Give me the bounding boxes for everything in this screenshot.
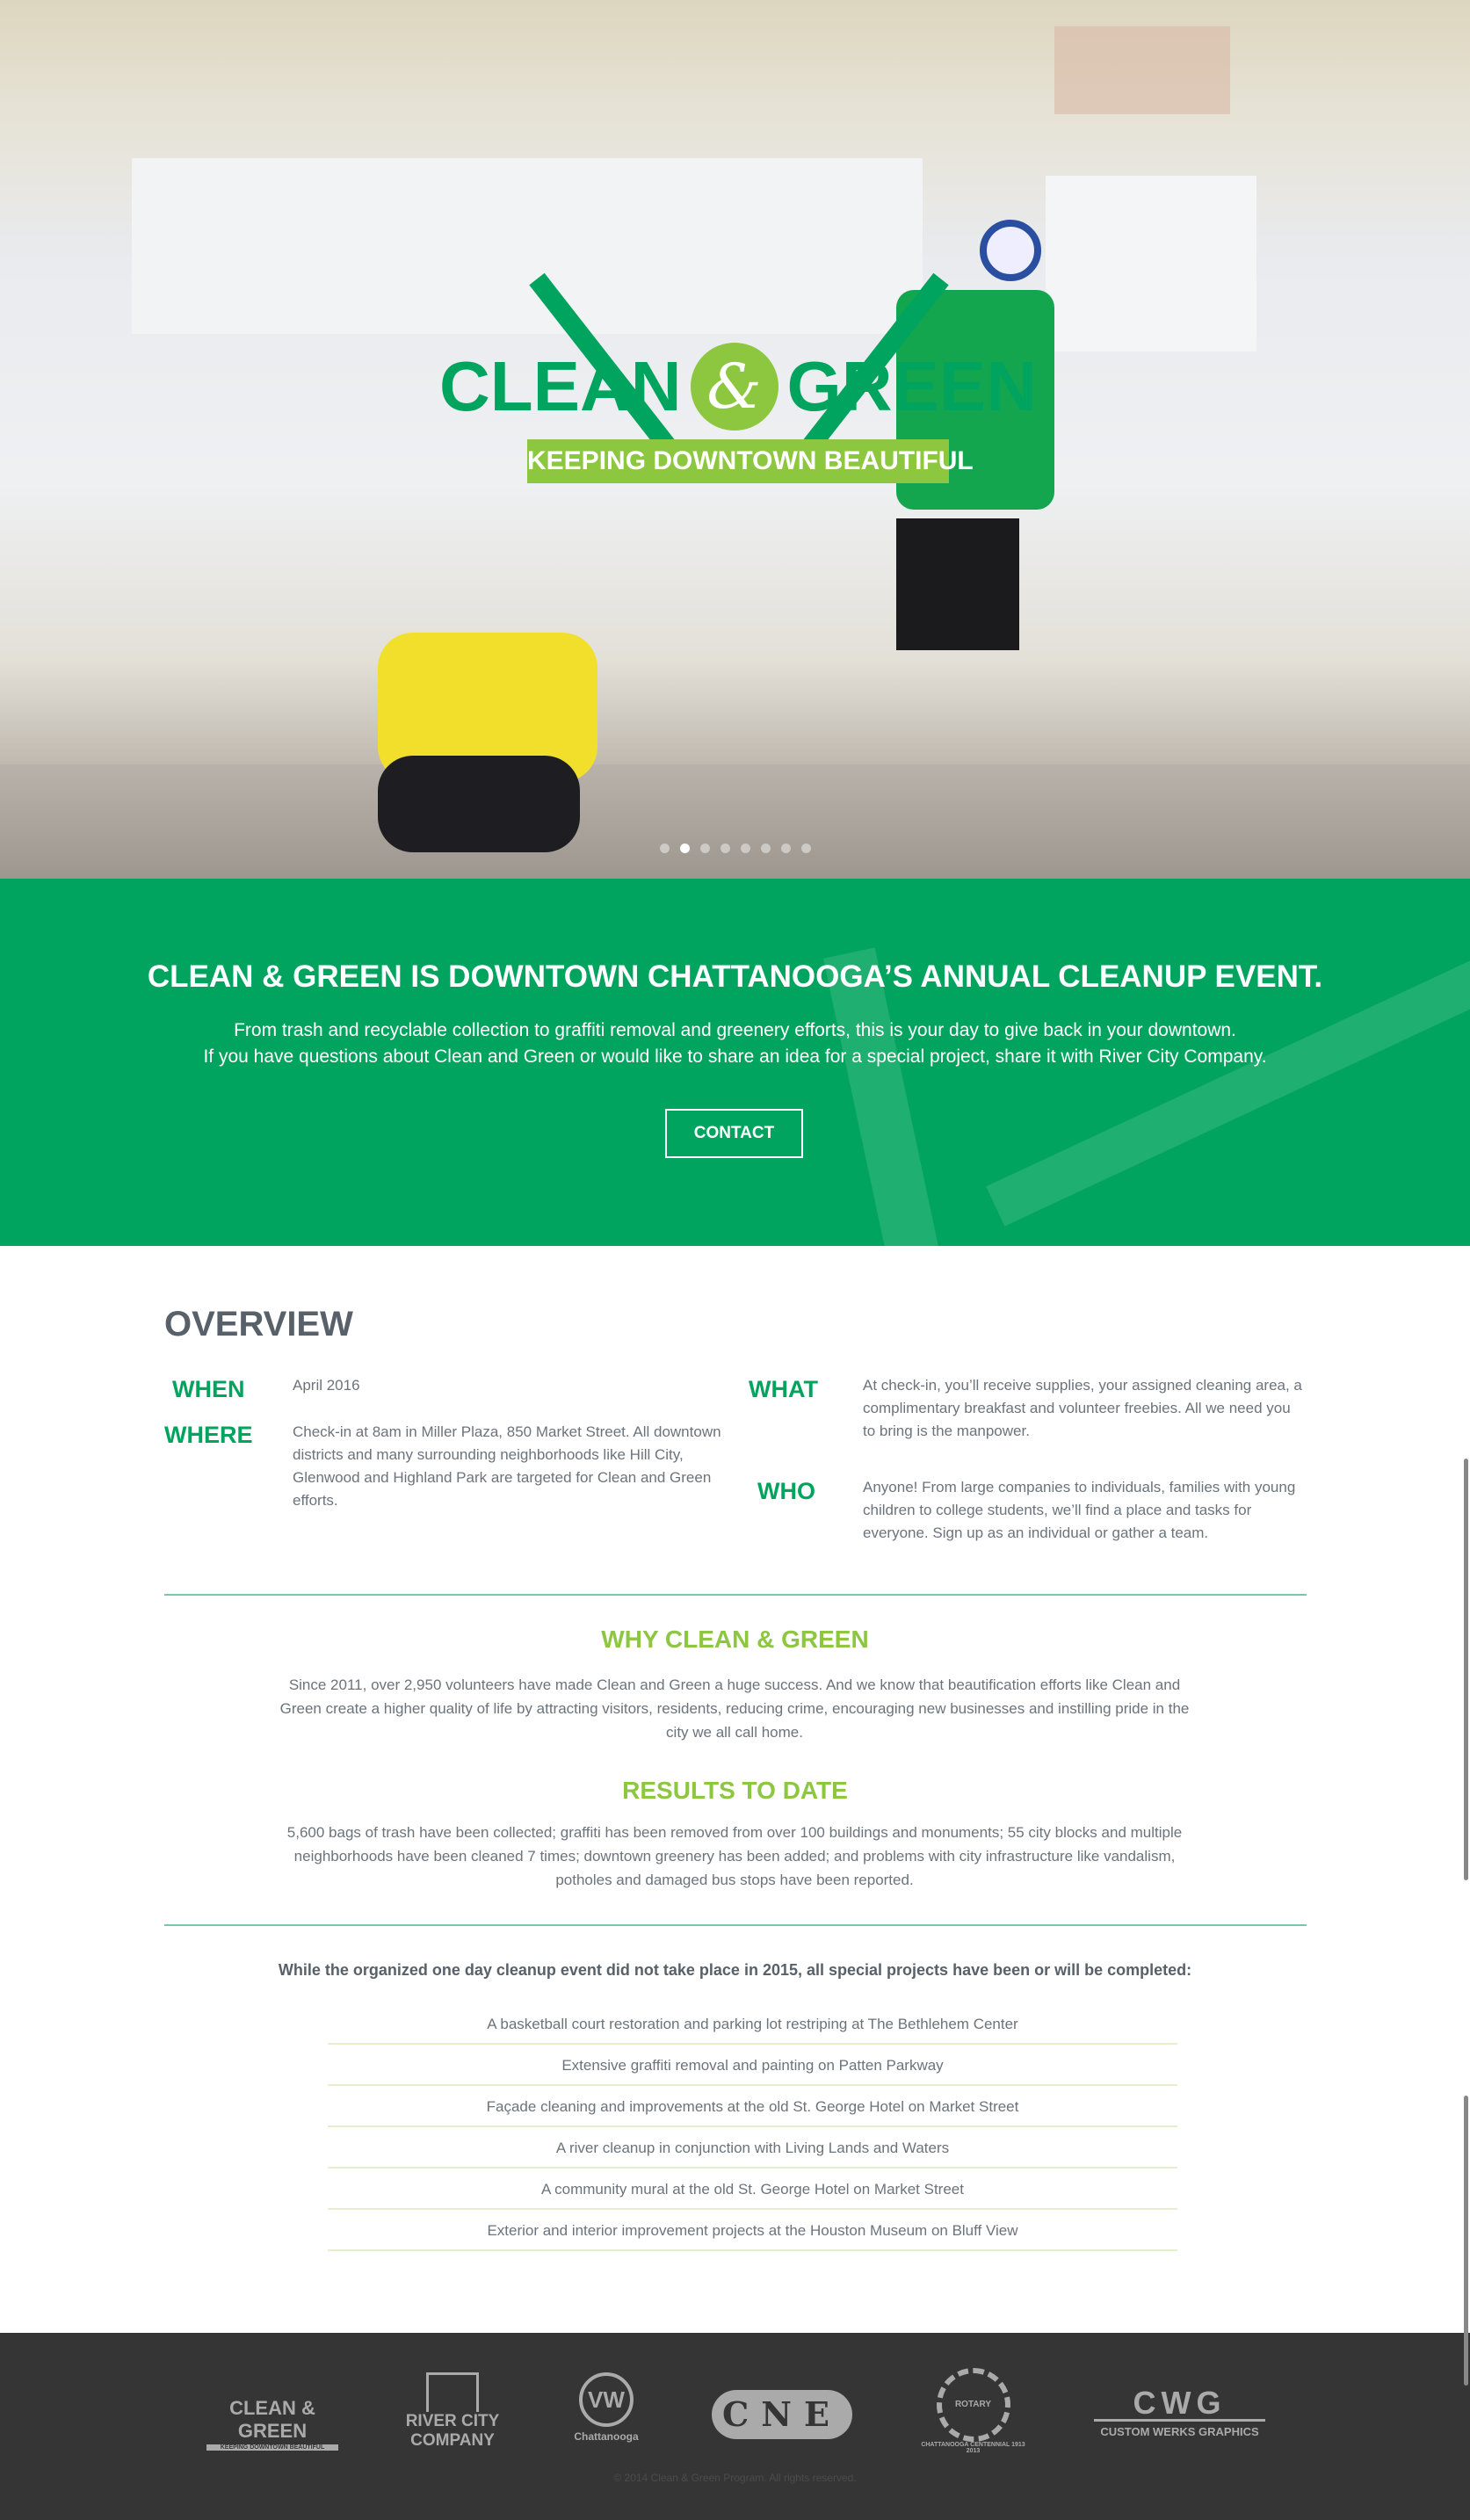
hero-carousel — [0, 0, 1470, 879]
scrollbar-thumb[interactable] — [1464, 2096, 1468, 2386]
scrollbar-thumb[interactable] — [1464, 1459, 1468, 1880]
where-label: WHERE — [164, 1422, 253, 1448]
intro-text-line-1: From trash and recyclable collection to graffiti removal and greenery efforts, this is your day to give back in your downtown. — [234, 1020, 1236, 1040]
intro-section — [0, 879, 1470, 1246]
brick-patch — [1054, 26, 1230, 114]
carousel-dot-1[interactable] — [660, 844, 670, 853]
who-text: Anyone! From large companies to individuals, families with young children to college students, we’ll find a place and tasks for everyone. Sign up as an individual or gather a team. — [863, 1479, 1296, 1541]
sponsor-vw-chattanooga-logo[interactable]: VW Chattanooga — [567, 2372, 646, 2443]
carousel-dot-2[interactable] — [680, 844, 690, 853]
sponsor-river-city-logo[interactable]: RIVER CITY COMPANY — [395, 2372, 510, 2451]
divider — [164, 1594, 1307, 1596]
what-label: WHAT — [749, 1376, 818, 1402]
divider — [164, 1924, 1307, 1926]
when-text: April 2016 — [293, 1377, 360, 1394]
list-item: A basketball court restoration and parking lot restriping at The Bethlehem Center — [328, 2003, 1177, 2045]
clean-green-logo: CLEAN & GREEN KEEPING DOWNTOWN BEAUTIFUL — [422, 228, 1054, 527]
buildings-icon — [426, 2372, 479, 2412]
sponsor-cne-logo[interactable]: CNE — [712, 2390, 852, 2439]
list-item: Exterior and interior improvement projects at the Houston Museum on Bluff View — [328, 2210, 1177, 2251]
logo-wordmark: CLEAN & GREEN — [422, 343, 1054, 431]
intro-text-line-2: If you have questions about Clean and Green or would like to share an idea for a special project, share it with River City Company. — [203, 1046, 1267, 1067]
carousel-dot-5[interactable] — [741, 844, 750, 853]
sponsor-cwg-logo[interactable]: CWG CUSTOM WERKS GRAPHICS — [1094, 2387, 1265, 2438]
list-item: Façade cleaning and improvements at the old St. George Hotel on Market Street — [328, 2086, 1177, 2127]
intro-headline: CLEAN & GREEN IS DOWNTOWN CHATTANOOGA’S ANNUAL CLEANUP EVENT. — [147, 959, 1323, 994]
results-title: RESULTS TO DATE — [622, 1777, 848, 1804]
painted-wall-band — [1046, 176, 1256, 351]
carousel-dots — [0, 844, 1470, 853]
carousel-dot-8[interactable] — [801, 844, 811, 853]
when-label: WHEN — [172, 1376, 245, 1402]
sponsor-rotary-logo[interactable]: ROTARY CHATTANOOGA CENTENNIAL 1913 2013 — [918, 2368, 1028, 2454]
who-label: WHO — [757, 1478, 815, 1504]
carousel-dot-4[interactable] — [721, 844, 730, 853]
sidewalk — [0, 764, 1470, 879]
results-text: 5,600 bags of trash have been collected; graffiti has been removed from over 100 buildings and monuments; 55 city blocks and multiple neighborhoods have been cleaned 7 times; downtown greenery has been added; and problems with city infrastructure like vandalism, potholes and damaged bus stops have been reported. — [286, 1824, 1183, 1888]
carousel-dot-6[interactable] — [761, 844, 771, 853]
where-text: Check-in at 8am in Miller Plaza, 850 Market Street. All downtown districts and many surrounding neighborhoods like Hill City, Glenwood and Highland Park are targeted for Clean and Green efforts. — [293, 1423, 721, 1509]
projects-intro: While the organized one day cleanup event did not take place in 2015, all special projects have been or will be completed: — [278, 1961, 1192, 1979]
carousel-dot-7[interactable] — [781, 844, 791, 853]
overview-title: OVERVIEW — [164, 1305, 353, 1343]
carousel-dot-3[interactable] — [700, 844, 710, 853]
volunteer-shorts — [378, 756, 580, 852]
what-text: At check-in, you’ll receive supplies, your assigned cleaning area, a complimentary breakfast and volunteer freebies. All we need you to bring is the manpower. — [863, 1377, 1302, 1439]
projects-list — [328, 2003, 1177, 2251]
volunteer-shorts — [896, 518, 1019, 650]
list-item: Extensive graffiti removal and painting on Patten Parkway — [328, 2045, 1177, 2086]
sponsor-clean-green-logo[interactable]: CLEAN & GREEN KEEPING DOWNTOWN BEAUTIFUL — [206, 2372, 338, 2451]
copyright: © 2014 Clean & Green Program. All rights reserved. — [613, 2472, 857, 2484]
list-item: A river cleanup in conjunction with Living Lands and Waters — [328, 2127, 1177, 2169]
list-item: A community mural at the old St. George Hotel on Market Street — [328, 2169, 1177, 2210]
contact-button[interactable]: CONTACT — [665, 1109, 803, 1158]
why-text: Since 2011, over 2,950 volunteers have made Clean and Green a huge success. And we know that beautification efforts like Clean and Green create a higher quality of life by attracting visitors, residents, reducing crime, encouraging new businesses and instilling pride in the city we all call home. — [279, 1676, 1190, 1741]
why-title: WHY CLEAN & GREEN — [601, 1626, 869, 1653]
footer — [0, 2333, 1470, 2520]
